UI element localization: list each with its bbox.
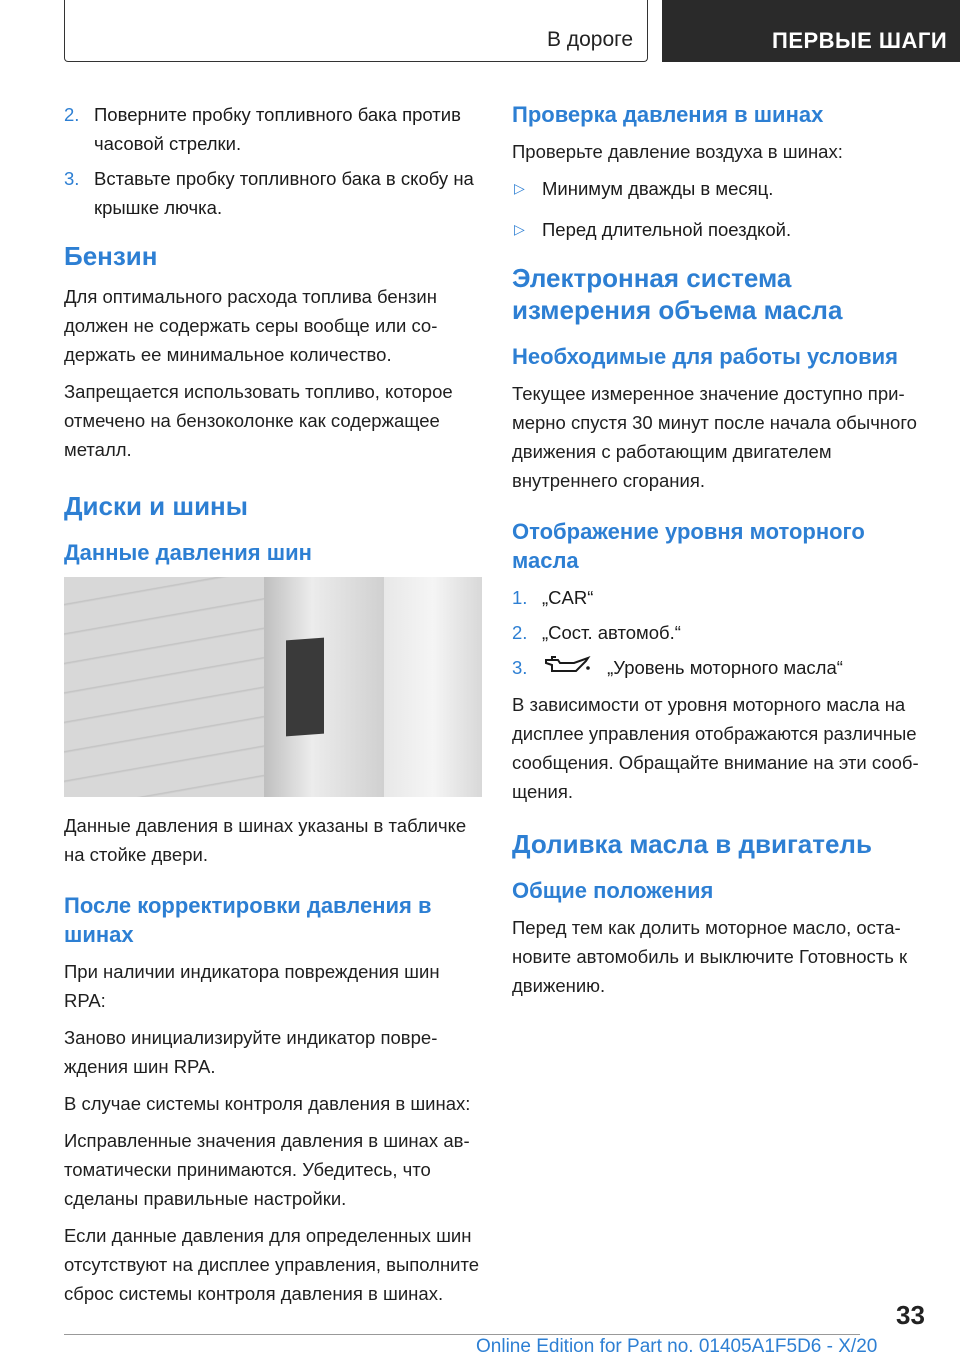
- step-item: [512, 618, 932, 647]
- section-title-wheels: Диски и шины: [64, 491, 248, 521]
- footer-edition-text: Online Edition for Part no. 01405A1F5D6 - X/20: [476, 1336, 878, 1357]
- step-text: „Сост. автомоб.“: [542, 622, 681, 643]
- paragraph: Заново инициализируйте индикатор повреждения шин RPA.: [64, 1027, 438, 1077]
- oil-can-icon: [542, 654, 592, 684]
- header-chapter-tab: [662, 0, 960, 62]
- header-chapter-title: ПЕРВЫЕ ШАГИ: [772, 28, 948, 53]
- subsection-title-check-pressure: Проверка давления в шинах: [512, 102, 824, 127]
- step-item: [64, 164, 482, 222]
- list-item-text: Перед длительной поездкой.: [542, 219, 792, 240]
- door-shape: [384, 577, 482, 797]
- paragraph: Проверьте давление воздуха в шинах:: [512, 141, 843, 162]
- paragraph: В случае системы контроля давления в шинах:: [64, 1093, 471, 1114]
- subsection-title-after-correction: После корректировки давления в шинах: [64, 893, 432, 947]
- step-text: Вставьте пробку топливного бака в скобу на крышке лючка.: [94, 168, 474, 218]
- step-item: [512, 653, 932, 684]
- footer-divider: [64, 1334, 860, 1335]
- paragraph: Для оптимального расхода топлива бензин должен не содержать серы вообще или содержать ее минимальное количество.: [64, 286, 438, 365]
- paragraph: В зависимости от уровня моторного масла на дисплее управления отображаются различные сообщения. Обращайте внимание на эти сообщения.: [512, 694, 919, 803]
- step-number: 1.: [512, 587, 528, 608]
- subsection-title-conditions: Необходимые для работы условия: [512, 344, 898, 369]
- paragraph: Если данные давления для определенных шин отсутствуют на дисплее управления, выполните сброс системы контроля давления в шинах.: [64, 1225, 480, 1304]
- step-text: „CAR“: [542, 587, 594, 608]
- tire-pressure-label-shape: [286, 638, 324, 737]
- page-number: 33: [896, 1300, 925, 1330]
- header-section-tab: [64, 0, 648, 62]
- list-item: [512, 215, 932, 244]
- header-section-title: В дороге: [546, 28, 633, 51]
- paragraph: Запрещается использовать топливо, которое отмечено на бензоколонке как содержащее металл.: [64, 381, 453, 460]
- paragraph: Текущее измеренное значение доступно примерно спустя 30 минут после начала обычного движения с работающим двигателем внутреннего сгорания.: [512, 383, 917, 491]
- step-item: [64, 100, 482, 158]
- right-column: [512, 100, 932, 1008]
- bullet-triangle-icon: ▷: [514, 180, 525, 196]
- bullet-triangle-icon: ▷: [514, 221, 525, 237]
- step-item: [512, 583, 932, 612]
- step-number: 3.: [64, 168, 80, 189]
- paragraph: При наличии индикатора повреждения шин RPA:: [64, 961, 440, 1011]
- section-title-benzin: Бензин: [64, 241, 158, 271]
- section-title-oil-system: Электронная система измерения объема масла: [512, 263, 843, 325]
- step-number: 2.: [512, 622, 528, 643]
- pillar-shape: [264, 577, 384, 797]
- door-pillar-photo: [64, 577, 482, 797]
- paragraph: Перед тем как долить моторное масло, остановите автомобиль и выключите Готовность к движению.: [512, 917, 908, 997]
- left-column: [64, 100, 482, 1316]
- subsection-title-oil-display: Отображение уровня моторного масла: [512, 519, 865, 573]
- list-item: [512, 174, 932, 203]
- step-number: 2.: [64, 104, 80, 125]
- paragraph: Данные давления в шинах указаны в табличке на стойке двери.: [64, 815, 467, 865]
- section-title-oil-refill: Доливка масла в двигатель: [512, 829, 872, 860]
- step-number: 3.: [512, 657, 528, 678]
- step-text: „Уровень моторного масла“: [607, 657, 843, 678]
- list-item-text: Минимум дважды в месяц.: [542, 178, 774, 199]
- paragraph: Исправленные значения давления в шинах автоматически принимаются. Убедитесь, что сделаны правильные настройки.: [64, 1130, 470, 1209]
- subsection-title-general: Общие положения: [512, 878, 714, 904]
- seat-shape: [64, 577, 264, 797]
- step-text: Поверните пробку топливного бака против часовой стрелки.: [94, 104, 461, 154]
- subsection-title-pressure: Данные давления шин: [64, 540, 312, 565]
